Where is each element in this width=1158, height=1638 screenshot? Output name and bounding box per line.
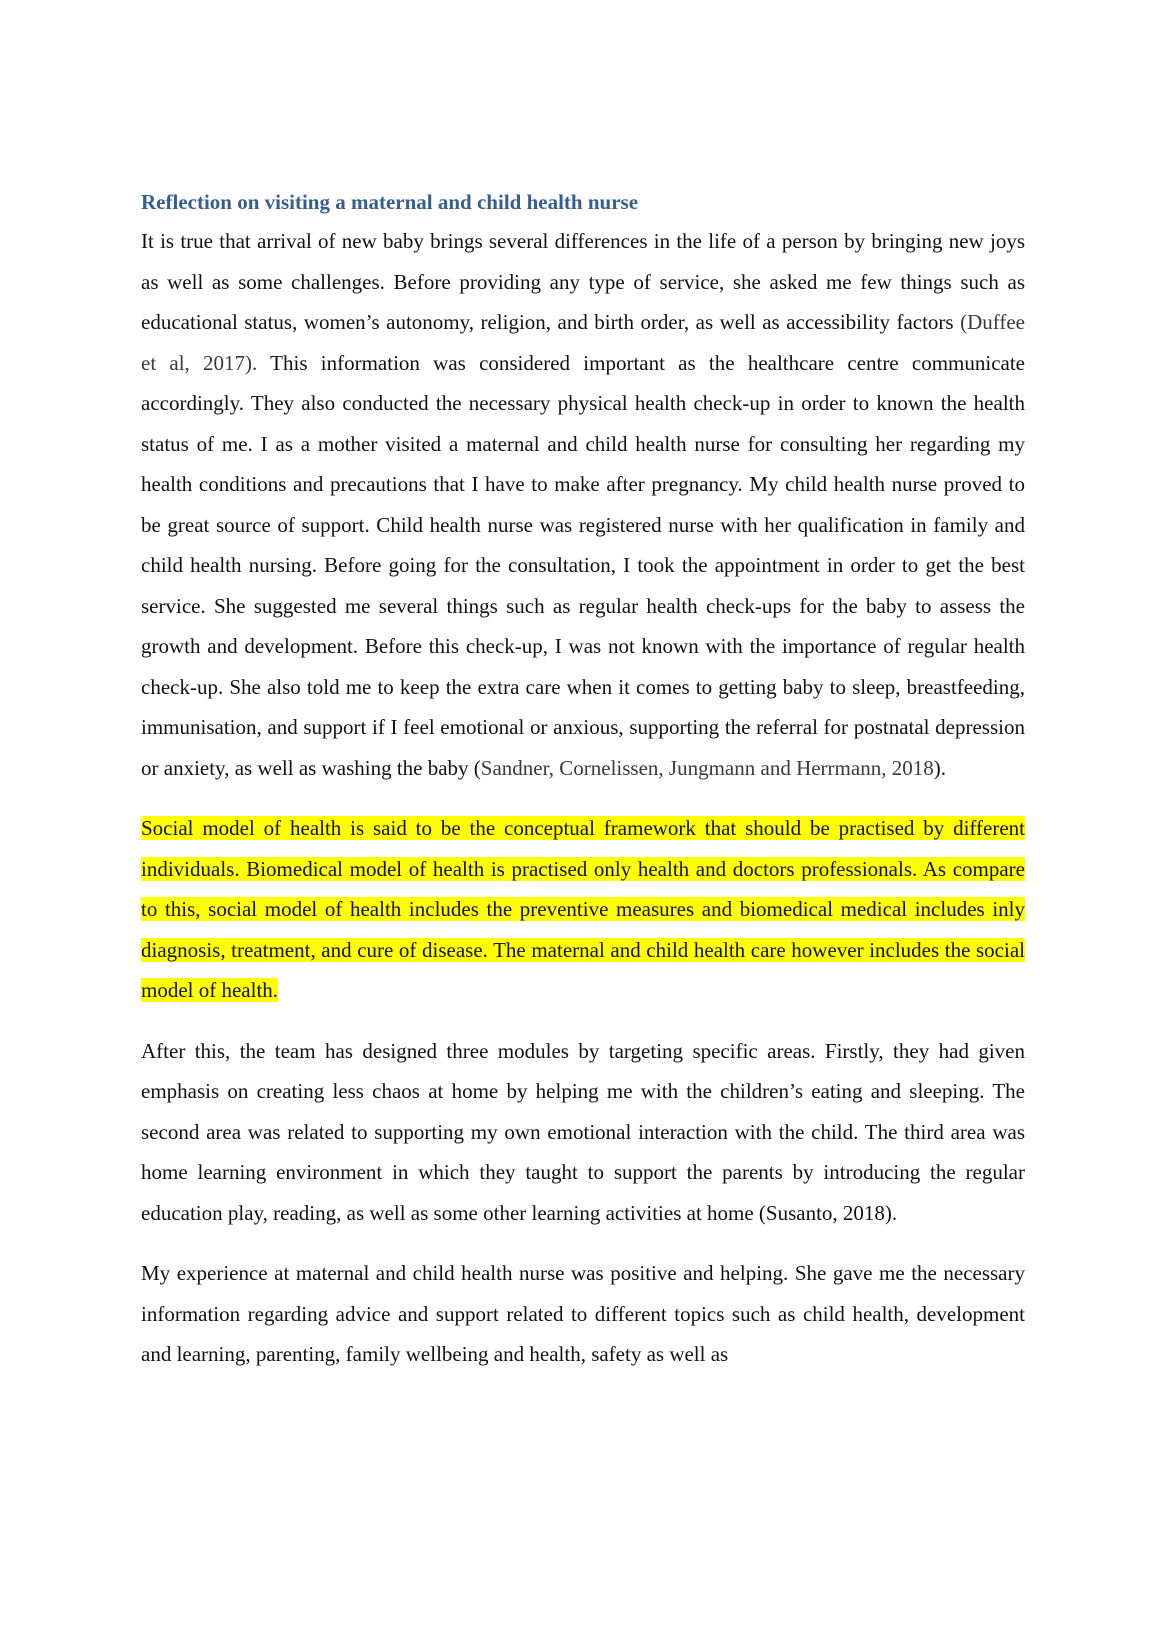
paragraph-1-text-before: It is true that arrival of new baby brings several differences in the life of a person by bringing new joys as well as some challenges. Before providing any type of service, she asked me few things such as educational status, women’s autonomy, religion, and birth order, as well as accessibility factors [141, 229, 1025, 334]
document-heading: Reflection on visiting a maternal and child health nurse [141, 190, 639, 214]
paragraph-2 [141, 808, 1025, 1011]
citation-duffee: (Duffee et al, 2017). [141, 310, 1025, 375]
highlighted-text: Social model of health is said to be the conceptual framework that should be practised by different individuals. Biomedical model of health is practised only health and doctors professionals. As compare to this, social model of health includes the preventive measures and biomedical medical includes inly diagnosis, treatment, and cure of disease. The maternal and child health care however includes the social model of health. [141, 816, 1025, 1002]
paragraph-4: My experience at maternal and child health nurse was positive and helping. She gave me the necessary information regarding advice and support related to different topics such as child health, development and learning, parenting, family wellbeing and health, safety as well as [141, 1261, 1025, 1366]
paragraph-1-text-after: ). [933, 755, 946, 780]
paragraph-3: After this, the team has designed three modules by targeting specific areas. Firstly, they had given emphasis on creating less chaos at home by helping me with the children’s eating and sleeping. The second area was related to supporting my own emotional interaction with the child. The third area was home learning environment in which they taught to support the parents by introducing the regular education play, reading, as well as some other learning activities at home (Susanto, 2018). [141, 1038, 1025, 1225]
document-page [141, 183, 1025, 1375]
paragraph-1 [141, 221, 1025, 788]
paragraph-1-text-middle: This information was considered important as the healthcare centre communicate accordingly. They also conducted the necessary physical health check-up in order to known the health status of me. I as a mother visited a maternal and child health nurse for consulting her regarding my health conditions and precautions that I have to make after pregnancy. My child health nurse proved to be great source of support. Child health nurse was registered nurse with her qualification in family and child health nursing. Before going for the consultation, I took the appointment in order to get the best service. She suggested me several things such as regular health check-ups for the baby to assess the growth and development. Before this check-up, I was not known with the importance of regular health check-up. She also told me to keep the extra care when it comes to getting baby to sleep, breastfeeding, immunisation, and support if I feel emotional or anxious, supporting the referral for postnatal depression or anxiety, as well as washing the baby ( [141, 350, 1025, 780]
citation-sandner: Sandner, Cornelissen, Jungmann and Herrmann, 2018 [480, 755, 934, 780]
